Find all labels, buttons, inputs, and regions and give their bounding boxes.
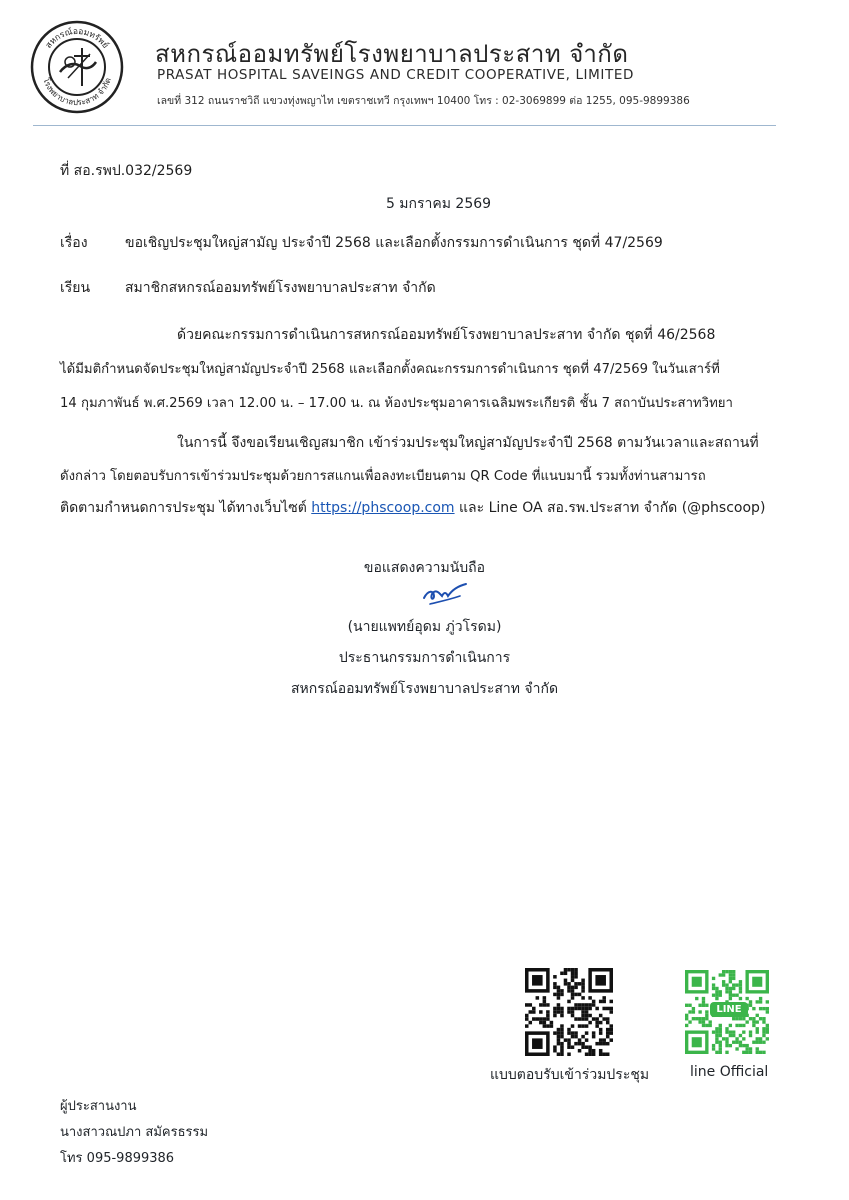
signer-name: (นายแพทย์อุดม ภู่วโรดม)	[347, 619, 502, 635]
org-address: เลขที่ 312 ถนนราชวิถี แขวงทุ่งพญาไท เขตราชเทวี กรุงเทพฯ 10400 โทร : 02-3069899 ต่อ 1255, 095-9899386	[157, 95, 690, 107]
closing-text: ขอแสดงความนับถือ	[363, 560, 486, 576]
signer-organization: สหกรณ์ออมทรัพย์โรงพยาบาลประสาท จำกัด	[290, 681, 559, 697]
rsvp-qr-caption: แบบตอบรับเข้าร่วมประชุม	[490, 1067, 650, 1083]
org-name-en: PRASAT HOSPITAL SAVEINGS AND CREDIT COOPERATIVE, LIMITED	[157, 67, 634, 83]
paragraph-1-line-2: ได้มีมติกำหนดจัดประชุมใหญ่สามัญประจำปี 2568 และเลือกตั้งคณะกรรมการดำเนินการ ชุดที่ 47/2569 ในวันเสาร์ที่	[60, 362, 720, 377]
cooperative-logo	[30, 20, 124, 114]
rsvp-qr-code[interactable]	[525, 968, 613, 1056]
signature-image	[420, 582, 470, 612]
header-divider	[33, 125, 776, 126]
contact-name: นางสาวณปภา สมัครธรรม	[60, 1125, 209, 1140]
website-link[interactable]: https://phscoop.com	[311, 500, 455, 516]
recipient-label: เรียน	[60, 280, 91, 296]
contact-label: ผู้ประสานงาน	[60, 1099, 137, 1114]
line-qr-caption: line Official	[690, 1064, 769, 1080]
signer-title: ประธานกรรมการดำเนินการ	[338, 650, 511, 666]
paragraph-1-line-1: ด้วยคณะกรรมการดำเนินการสหกรณ์ออมทรัพย์โรงพยาบาลประสาท จำกัด ชุดที่ 46/2568	[177, 327, 716, 343]
paragraph-1-line-3: 14 กุมภาพันธ์ พ.ศ.2569 เวลา 12.00 น. – 17.00 น. ณ ห้องประชุมอาคารเฉลิมพระเกียรติ ชั้น 7 สถาบันประสาทวิทยา	[60, 396, 733, 411]
paragraph-2-line-3-pre: ติดตามกำหนดการประชุม ได้ทางเว็บไซต์	[60, 500, 307, 516]
paragraph-2-line-2: ดังกล่าว โดยตอบรับการเข้าร่วมประชุมด้วยการสแกนเพื่อลงทะเบียนตาม QR Code ที่แนบมานี้ รวมทั้งท่านสามารถ	[60, 469, 706, 484]
paragraph-2-line-3-post: และ Line OA สอ.รพ.ประสาท จำกัด (@phscoop)	[459, 500, 766, 516]
subject-label: เรื่อง	[60, 235, 88, 251]
paragraph-2-line-3	[60, 497, 765, 519]
paragraph-2-line-1: ในการนี้ จึงขอเรียนเชิญสมาชิก เข้าร่วมประชุมใหญ่สามัญประจำปี 2568 ตามวันเวลาและสถานที่	[177, 435, 759, 451]
letter-date: 5 มกราคม 2569	[385, 196, 492, 212]
contact-phone: โทร 095-9899386	[60, 1151, 175, 1166]
logo-text-bottom: โรงพยาบาลประสาท จำกัด	[41, 76, 113, 108]
line-badge-text: LINE	[710, 1002, 748, 1017]
subject-text: ขอเชิญประชุมใหญ่สามัญ ประจำปี 2568 และเลือกตั้งกรรมการดำเนินการ ชุดที่ 47/2569	[125, 235, 663, 251]
logo-text-top: สหกรณ์ออมทรัพย์	[43, 26, 111, 51]
org-name-th: สหกรณ์ออมทรัพย์โรงพยาบาลประสาท จำกัด	[155, 40, 629, 68]
reference-number: ที่ สอ.รพป.032/2569	[60, 163, 193, 179]
recipient-text: สมาชิกสหกรณ์ออมทรัพย์โรงพยาบาลประสาท จำกัด	[125, 280, 436, 296]
